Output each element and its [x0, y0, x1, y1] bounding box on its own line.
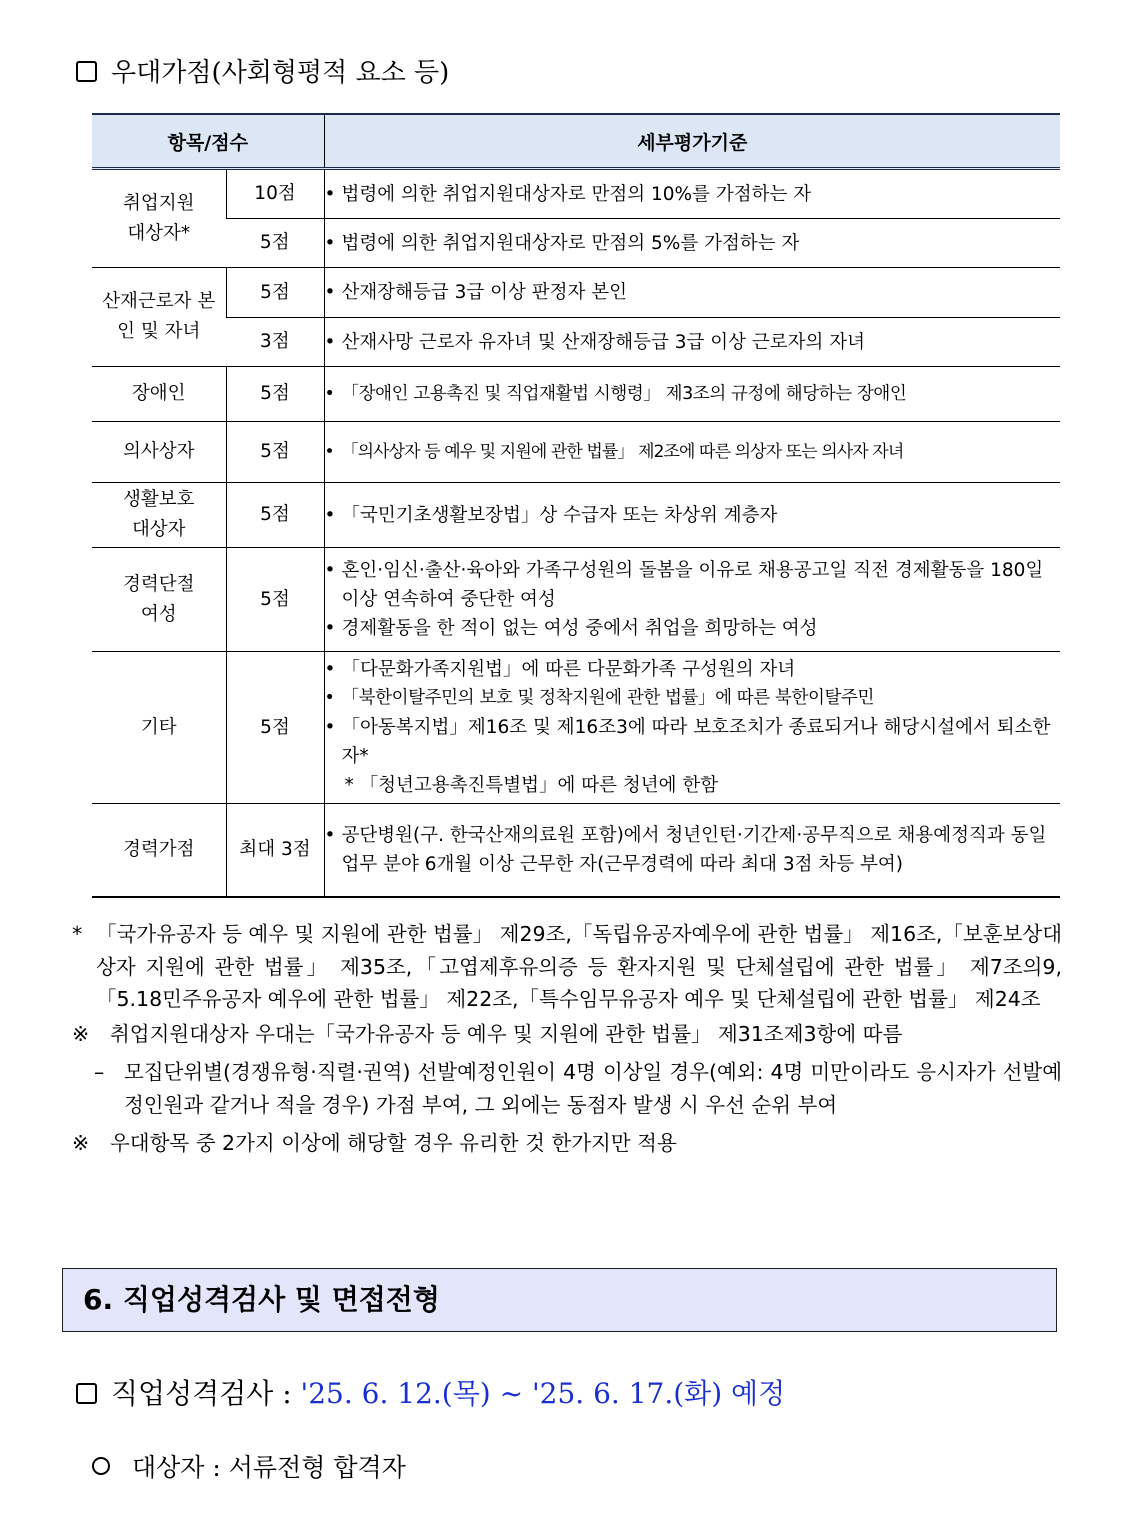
criteria-cell: • 법령에 의한 취업지원대상자로 만점의 5%를 가점하는 자 — [324, 219, 1060, 268]
table-header-row — [92, 114, 1060, 169]
table-row — [92, 318, 1060, 367]
score-cell: 5점 — [226, 367, 324, 422]
table-row — [92, 804, 1060, 897]
criteria-cell: • 「다문화가족지원법」에 따른 다문화가족 구성원의 자녀 • 「북한이탈주민의 보호 및 정착지원에 관한 법률」에 따른 북한이탈주민 • 「아동복지법」제16조 및 제16조3에 따라 보호조치가 종료되거나 해당시설에서 퇴소한 자* * 「청년고용촉진특별법」에 따른 청년에 한함 — [324, 652, 1060, 804]
table-row — [92, 652, 1060, 804]
score-cell: 5점 — [226, 652, 324, 804]
score-cell: 5점 — [226, 483, 324, 548]
section-heading — [76, 52, 449, 89]
score-cell: 3점 — [226, 318, 324, 367]
section-heading-text: 우대가점(사회형평적 요소 등) — [111, 58, 450, 88]
score-cell: 5점 — [226, 422, 324, 483]
category-cell: 기타 — [92, 652, 226, 804]
header-item-score: 항목/점수 — [92, 114, 324, 169]
criteria-cell: • 「장애인 고용촉진 및 직업재활법 시행령」 제3조의 규정에 해당하는 장애인 — [324, 367, 1060, 422]
table-row — [92, 219, 1060, 268]
table-row — [92, 422, 1060, 483]
footnote-laws: * 「국가유공자 등 예우 및 지원에 관한 법률」 제29조,「독립유공자예우에 관한 법률」 제16조,「보훈보상대상자 지원에 관한 법률」 제35조,「고엽제후유의증 등 환자지원 및 단체설립에 관한 법률」 제7조의9,「5.18민주유공자 예우에 관한 법률」 제22조,「특수임무유공자 예우 및 단체설립에 관한 법률」 제24조 — [72, 922, 1062, 1011]
criteria-cell: • 공단병원(구. 한국산재의료원 포함)에서 청년인턴·기간제·공무직으로 채용예정직과 동일업무 분야 6개월 이상 근무한 자(근무경력에 따라 최대 3점 차등 부여) — [324, 804, 1060, 897]
footnotes — [72, 918, 1062, 1160]
section-6-title: 6. 직업성격검사 및 면접전형 — [62, 1268, 1057, 1332]
criteria-cell: • 「의사상자 등 예우 및 지원에 관한 법률」 제2조에 따른 의상자 또는 의사자 자녀 — [324, 422, 1060, 483]
table-row — [92, 548, 1060, 652]
category-cell: 생활보호 대상자 — [92, 483, 226, 548]
score-cell: 10점 — [226, 169, 324, 219]
score-cell: 5점 — [226, 548, 324, 652]
category-cell: 산재근로자 본인 및 자녀 — [92, 268, 226, 367]
criteria-cell: • 산재사망 근로자 유자녀 및 산재장해등급 3급 이상 근로자의 자녀 — [324, 318, 1060, 367]
category-cell: 장애인 — [92, 367, 226, 422]
test-date: '25. 6. 12.(목) ~ '25. 6. 17.(화) 예정 — [300, 1377, 786, 1410]
criteria-cell: • 법령에 의한 취업지원대상자로 만점의 10%를 가점하는 자 — [324, 169, 1060, 219]
criteria-cell: • 산재장해등급 3급 이상 판정자 본인 — [324, 268, 1060, 318]
category-cell: 의사상자 — [92, 422, 226, 483]
score-cell: 5점 — [226, 219, 324, 268]
square-bullet-icon — [76, 1383, 97, 1404]
category-cell: 경력가점 — [92, 804, 226, 897]
table-row — [92, 169, 1060, 219]
square-bullet-icon — [76, 61, 97, 82]
table-row — [92, 483, 1060, 548]
header-criteria: 세부평가기준 — [324, 114, 1060, 169]
table-row — [92, 268, 1060, 318]
circle-bullet-icon — [92, 1457, 110, 1475]
criteria-cell: • 혼인·임신·출산·육아와 가족구성원의 돌봄을 이유로 채용공고일 직전 경제활동을 180일 이상 연속하여 중단한 여성 • 경제활동을 한 적이 없는 여성 중에서 취업을 희망하는 여성 — [324, 548, 1060, 652]
footnote-single-apply: ※ 우대항목 중 2가지 이상에 해당할 경우 유리한 것 한가지만 적용 — [72, 1131, 677, 1155]
footnote-condition: – 모집단위별(경쟁유형·직렬·권역) 선발예정인원이 4명 이상일 경우(예외: 4명 미만이라도 응시자가 선발예정인원과 같거나 적을 경우) 가점 부여, 그 외에는 동점자 발생 시 우선 순위 부여 — [94, 1060, 1062, 1117]
target-line — [92, 1448, 406, 1484]
table-row — [92, 367, 1060, 422]
criteria-table — [92, 113, 1060, 898]
category-cell: 경력단절 여성 — [92, 548, 226, 652]
test-label: 직업성격검사 : — [111, 1377, 301, 1410]
test-schedule-heading — [76, 1372, 785, 1412]
target-text: 대상자 : 서류전형 합격자 — [132, 1453, 406, 1482]
score-cell: 5점 — [226, 268, 324, 318]
criteria-cell: • 「국민기초생활보장법」상 수급자 또는 차상위 계층자 — [324, 483, 1060, 548]
score-cell: 최대 3점 — [226, 804, 324, 897]
footnote-reference: ※ 취업지원대상자 우대는「국가유공자 등 예우 및 지원에 관한 법률」 제31조제3항에 따름 — [72, 1021, 903, 1046]
category-cell: 취업지원 대상자* — [92, 169, 226, 268]
